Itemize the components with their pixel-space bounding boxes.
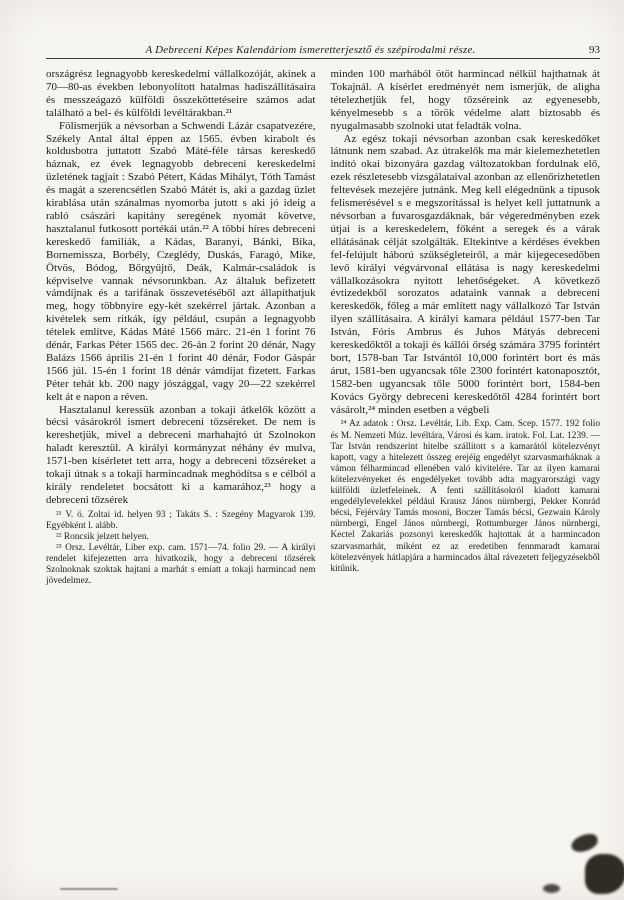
right-column bbox=[331, 68, 601, 587]
ink-stain bbox=[60, 888, 118, 890]
ink-stain bbox=[569, 832, 599, 854]
page-header bbox=[46, 44, 600, 56]
body-paragraph: országrész legnagyobb kereskedelmi vállalkozóját, akinek a 70—80-as években lebonyolított hatalmas hadiszállításaira és messzeágazó külföldi összeköttetéseire számos adat található a bel- és külföldi levéltárakban.²¹ bbox=[46, 68, 316, 119]
footnotes-right bbox=[331, 419, 601, 574]
footnote: ²¹ V. ö. Zoltai id. helyen 93 ; Takáts S. : Szegény Magyarok 139. Egyébként l. alább. bbox=[46, 509, 316, 531]
page-number: 93 bbox=[589, 44, 600, 56]
footnote: ²² Roncsik jelzett helyen. bbox=[56, 532, 149, 542]
text-columns bbox=[46, 68, 600, 587]
body-paragraph: Hasztalanul keressük azonban a tokaji átkelők között a bécsi vásárokról ismert debreceni tőzséreket. De nem is kereshetjük, mivel a debreceni marhahajtó út Szolnokon haladt keresztül. A királyi kormányzat néhány év mulva, 1571-ben kísérletet tett arra, hogy a debreceni tőzséreket a tokaji útnak s a tokaji harmincadnak meghódítsa s e célból a király rendeletet bocsátott ki a kamarához,²³ hogy a debreceni tőzsérek bbox=[46, 403, 316, 506]
footnote: ²³ Orsz. Levéltár, Liber exp. cam. 1571—74. folio 29. — A királyi rendelet kifejezetten arra hivatkozik, hogy a debreceni tőzsérek Szolnoknak szoktak hajtani a marhát s emiatt a tokaji harmincad nem jövedelmez. bbox=[46, 543, 316, 587]
running-title: A Debreceni Képes Kalendáriom ismeretterjesztő és szépirodalmi része. bbox=[145, 44, 476, 56]
footnotes-left bbox=[46, 510, 316, 588]
left-column bbox=[46, 68, 316, 587]
ink-stain bbox=[543, 884, 560, 893]
body-paragraph: Az egész tokaji névsorban azonban csak kereskedőket látnunk nem szabad. Az útrakelők ma már kielemezhetetlen indító okai bizonyára gazdag változatokban fordulnak elő, ezek részletesebb vizsgálataival azonban az ellenőrizhetetlen feltevések mezejére jutnánk. Meg kell elégednünk a típusok felismerésével s e megszorítással is helyet kell juttatnunk a névsorban a fuvarosgazdáknak, bár végeredményben ezek útjai is a kereskedelem, főként a seregek és a várak ellátásának célját szolgálták. Eltekintve a kérdéses években fel-felújult háború szükségleteiről, a már kijegecesedőben levő királyi végvárvonal ellátása is nagy kereskedelmi vállalkozásokra nyitott lehetőségeket. A következő évtizedekből sorozatos adataink vannak a debreceni kereskedők, főleg a már említett nagy vállalkozó Tar István ilyen szállításaira. A királyi kamara például 1577-ben Tar István, Fóris Ambrus és Juhos Mátyás debreceni kereskedőktől a tokaji és kállói őrség számára 3795 forintért bort, 1578-ban Tar Istvántól 10,000 forintért bort és más árut, 1581-ben ugyancsak tőle 2300 forintért katonaposztót, 1582-ben ugyancsak tőle 5000 forintért bort, 1584-ben Kovács György debreceni kereskedőtől 4284 forintért bort vásárolt,²⁴ minden esetben a végbeli bbox=[330, 132, 600, 416]
ink-stain bbox=[585, 854, 624, 894]
body-paragraph: minden 100 marhából ötöt harmincad nélkül hajthatnak át Tokajnál. A kísérlet eredményét nem ismerjük, de aligha tételezhetjük fel, hogy tőzséreink az egyenesebb, kényelmesebb s a török védelme alatt biztosabb és nyugalmasabb szolnoki utat feladták volna. bbox=[330, 68, 600, 132]
body-paragraph: Fölismerjük a névsorban a Schwendi Lázár csapatvezére, Székely Antal által éppen az 1565. évben kirabolt és koldusbotra juttatott Szabó Máté-féle társas kereskedő háznak, ez évek legnagyobb debreceni kereskedelmi üzletének tagjait : Szabó Pétert, Kádas Mihályt, Tóth Tamást és magát a szerencsétlen Szabó Mátét is, aki a gazdag üzlet kirablása után szánalmas nyomorba jutott s aki jó ideig a rabló császári kapitány seregének nyomát követve, hasztalanul futkosott portékái után.²² A többi híres debreceni kereskedő familiák, a Kádas, Baranyi, Bánki, Bika, Bornemissza, Borbély, Czeglédy, Duskás, Faragó, Mike, Ötvös, Bódog, Bőrgyüjtő, Deák, Kalmár-családok is képviselve vannak névsorunkban. Az általuk befizetett vámdíjnak és a tarifának összevetéséből azt állapíthatjuk meg, hogy többnyire egy-két szekérrel jártak. Azonban a kivételek sem ritkák, így például, csupán a legnagyobb tételek említve, Kádas Máté 1566 márc. 21-én 1 forint 76 dénár, Farkas Péter 1565 dec. 26-án 2 forint 20 dénár, Nagy Balázs 1566 április 21-én 1 forint 40 dénár, Fodor Gáspár 1566 júl. 15-én 1 forint 18 dénár vámdíjat fizetett. Farkas Péter tehát kb. 200 nagy jószággal, vagy 20—22 szekérrel kelt át e napon a réven. bbox=[46, 119, 316, 403]
footnote: ²⁴ Az adatok : Orsz. Levéltár, Lib. Exp. Cam. Scep. 1577. 192 folio és M. Nemzeti Múz. levéltára, Városi és kam. iratok. Fol. Lat. 1239. — Tar István rendszerint hitelbe szállított s a kamarától kötelezvényt kapott, vagy a hitelezett összeg erejéig engedélyt szarvasmarháknak a vámon félharmincad ellenében való kivitelére. Tar az ilyen kamarai kötelezvényeket és engedélyeket tovább adta magyarországi vagy külföldi üzletfeleinek. A fenti szállításokról kiadott kamarai engedélylevelekkel például Krausz János nürnbergi, Pekker Konrád bécsi, Fejérváry Tamás mosoni, Boczer Tamás bécsi, Gezwain Károly nürnbergi, Engel János nürnbergi, Rottumburger János nürnbergi, Kectel Zakariás pozsonyi kereskedők hajtottak át a harmincadon szarvasmarhát, miként ez az eredetiben fennmaradt kamarai kötelezvények hátlapjára a harmincados által rávezetett feljegyzésekből kitűnik. bbox=[330, 419, 600, 574]
header-rule bbox=[46, 58, 600, 59]
